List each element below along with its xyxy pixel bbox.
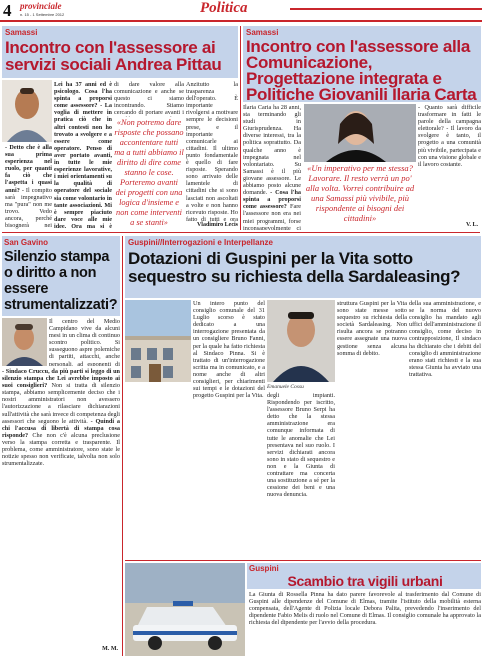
headline: Incontro con l'assessore ai servizi sociali Andrea Pittau <box>5 38 222 74</box>
answer-2: Che non c'è alcuna preclusione verso la stampa corretta e trasparente. Il problema, come amministratore, sono state le notizie spesso non verificate, talvolta non solo strumentalizzate. <box>2 431 120 468</box>
column-2: di dare valore alla comunicazione e anche se questo ci siamo incontrando. Stiamo cercando di portare avanti i <box>114 81 184 117</box>
portrait-icon <box>304 104 416 162</box>
page-number: 4 <box>3 1 12 20</box>
photo-caption: Emanuele Cossu <box>267 384 304 390</box>
police-car-photo-icon <box>125 563 245 656</box>
column-3: struttura Guspini per la Vita sono state messe sotto sequestro su richiesta della società Sardaleasing. Non risulta ancora se potranno essere assegnate una nuova gestione senza alcuna somma di debito. <box>337 300 407 357</box>
answer-1: Non si tratta di silenzio stampa, abbiamo semplicemente deciso che i nostri amministratori non avessero l'autorizzazione a rilasciare dichiarazioni sull'attività che sarà invece di competenza degli assessori che seguono le attività. <box>2 382 120 425</box>
column-2: degli impianti. Rispondendo per iscritto, l'assessore Bruno Serpi ha detto che la stessa amministrazione era comunque informata di tutte le anomalie che Lei presentava nel suo ruolo. I servizi dichiarati ancora sono in stato di sequestro e non e la Giunta di contrattare ma concerta una sostituzione a sé per la cessione dei beni e una nuova denuncia. <box>267 392 335 499</box>
headline: Dotazioni di Guspini per la Vita sotto sequestro su richiesta della Sardaleasing? <box>128 249 461 286</box>
row-divider <box>125 560 481 561</box>
body: La Giunta di Rossella Pinna ha dato parere favorevole al trasferimento dal Comune di Guspini alle dipendenze del Comune di Elmas, tramite l'istituto della mobilità esterna compensata, dell'Agente di Polizia locale Debora Palita, prevedendo l'inserimento del dipendente Fabio Melis di ruolo nel Comune di Elmas. Il consiglio comunale ha approvato la richiesta del dipendente per l'avvio della procedura. <box>249 591 481 627</box>
header-rule <box>290 8 482 10</box>
kicker: Guspini <box>249 564 279 573</box>
section-title: Politica <box>200 0 248 16</box>
article-carta <box>243 26 481 230</box>
column-divider <box>240 26 241 230</box>
portrait-icon <box>2 80 52 142</box>
kicker: Guspini//Interrogazioni e Interpellanze <box>128 238 273 247</box>
column-1: Un intero punto del consiglio comunale del 31 Luglio scorso è stato dedicato a una interrogazione presentata da un consigliere Bruno Fanni, per la quale ha fatto richiesta al Sindaco Pinna. Si è trattato di un'interrogazione scritta ma in comunicato, e a nome anche di altri consiglieri, per chiarimenti sui tempi e le dotazioni del progetto Guspini per la Vita. <box>193 300 265 400</box>
pull-quote: «Un imperativo per me stessa? Lavorare. Il resto verrà un po' alla volta. Vorrei contribuire ad una Samassi più vivibile, più rispondente ai bisogni dei cittadini» <box>305 163 415 223</box>
column-divider <box>122 236 123 656</box>
signature: M. M. <box>102 646 118 652</box>
question-2: - Quindi a chi l'accusa di libertà di stampa cosa risponde? <box>2 417 120 439</box>
column-4: della sua amministrazione, e se la norma del nuovo consiglio ha mandato agli uffici dell'amministrazione il consiglio, come deciso in contrapposizione, Il sindaco ha dichiarato che i debiti del consiglio di amministrazione erano stati richiesti e la sua stessa Giunta ha avviato una trattativa. <box>409 300 481 378</box>
signature: Vladimiro Lecis <box>196 222 238 228</box>
photo-cruccu <box>2 318 47 366</box>
article-guspini-vita <box>125 236 481 558</box>
portrait-icon <box>2 318 47 366</box>
pull-quote: «Non potremo dare risposte che possano accontentare tutti ma a tutti abbiamo il diritto di dire come stanno le cose. Porteremo avanti dei progetti con una logica d'insieme e non come interventi a se stanti» <box>114 118 184 227</box>
kicker: Samassi <box>5 28 38 37</box>
body <box>2 368 120 648</box>
masthead: provinciale <box>20 1 62 11</box>
question-1: - Sindaco Cruccu, da più parti si leggo di un silenzio stampa che Lei avrebbe imposto ai suoi consiglieri? <box>2 368 120 390</box>
headline: Incontro con l'assessore alla Comunicazione, Progettazione integrata e Politiche Giovanili Ilaria Carta <box>246 37 477 104</box>
masthead-date: n. 15 - 1 Settembre 2012 <box>20 12 65 17</box>
pull-quote-box <box>114 118 184 230</box>
intro-col <box>49 318 120 366</box>
photo-carta <box>304 104 416 162</box>
column-1 <box>243 104 301 230</box>
article-vigili <box>125 563 481 656</box>
column-3: Anzitutto la trasparenza dell'operato. È importante rivolgersi a motivare sempre le decisioni prese, e il importante comunicarle ai cittadini. Il ultimo punto fondamentale è quello di fare risposte. Sperando sono arrivato delle lamentele di cittadini che si sono lasciati non ascoltati a volte e non hanno ricevuto risposte. Ho fatto di tutti e ora <box>186 81 238 221</box>
signature: V. L. <box>465 222 478 228</box>
article-pittau <box>2 26 238 230</box>
photo-building <box>125 300 191 382</box>
intro-question: Lei ha 37 anni ed è psicologo. Cosa l'ha spinta a proporsi come assessore? - La voglia di mettere in pratica ciò che in altri contesti non ho trovato a svolgere e a essere come operatore. Penso di aver portato avanti, in tutte le mie esperienze lavorative, i miei orientamenti su la qualità di operatore del sociale sia come volontario in tante associazioni. Mi è sempre piaciuto dare voce alle mie idee. Ora ma si è <box>54 81 112 229</box>
question: - Detto che è alla sua prima esperienza nel ruolo, per quanti fa ciò che l'aspetta i quasi anni? <box>5 144 52 194</box>
question: - Cosa l'ha spinta a proporsi come assessore? <box>243 189 301 211</box>
kicker: Samassi <box>246 28 279 37</box>
pull-quote-box <box>304 163 416 230</box>
column-1 <box>54 81 112 229</box>
article-silenzio-stampa <box>2 236 120 656</box>
row-divider <box>2 232 480 233</box>
answer: Fare l'assessore non era nei miei programmi, forse inconsapevolmente ci <box>243 203 301 230</box>
intro: Il centro del Medio Campidano vive da alcuni mesi in un clima di continuo scontro politico. Si susseguono aspre polemiche di partiti, attacchi, anche personali, ad esponenti di <box>49 318 120 366</box>
kicker: San Gavino <box>4 238 49 247</box>
photo-car <box>125 563 245 656</box>
column-3: - Quanto sarà difficile trasformare in fatti le parole della campagna elettorale? - Il lavoro da svolgere è tanto, il progetto a una comunità più vivibile, partecipata e con una visione globale e il lavoro costante. <box>418 104 481 168</box>
headline: Silenzio stampa o diritto a non essere strumentalizzati? <box>4 249 118 313</box>
answer: - Il compito sarà impegnativo ma "pura" non me trovo. Vedo ancora, perché bisognerà nei <box>5 186 52 229</box>
intro: Ilaria Caria ha 28 anni, sta terminando gli studi in Giurisprudenza. Ha diverse interessi, tra la politica soprattutto. Da qualche anno è impegnata nel volontariato. Su Samassi è il più giovane assessore. Le abbiamo posto alcune domande. <box>243 104 301 197</box>
portrait-icon <box>267 300 335 382</box>
building-photo-icon <box>125 300 191 382</box>
headline: Scambio tra vigili urbani <box>287 573 443 589</box>
page-header <box>0 0 482 22</box>
column-1b <box>5 144 52 229</box>
photo-pittau <box>2 80 52 142</box>
photo-cossu <box>267 300 335 382</box>
